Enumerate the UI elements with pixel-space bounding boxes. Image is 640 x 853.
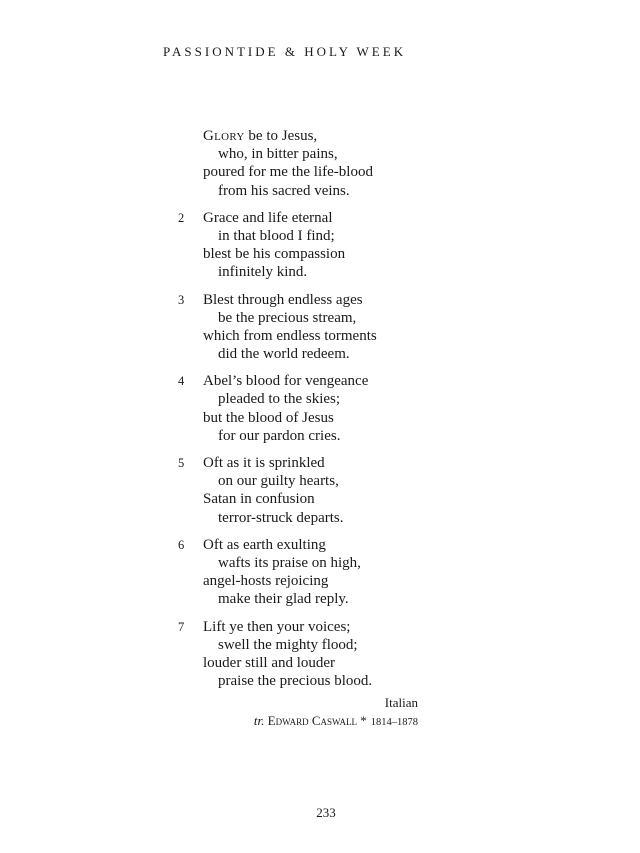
verse-2 (0, 209, 640, 282)
attribution-translator (254, 712, 418, 732)
translator-label: tr. (253, 713, 265, 728)
verse-number: 2 (178, 210, 185, 225)
verse-6 (0, 536, 640, 609)
verse-1 (0, 127, 640, 200)
verse-first-word: Glory (203, 128, 245, 144)
verse-line: from his sacred veins. (218, 182, 350, 199)
verse-line: Blest through endless ages (203, 291, 363, 308)
verse-line: who, in bitter pains, (218, 146, 338, 163)
verse-line: Lift ye then your voices; (203, 618, 351, 635)
verse-line: make their glad reply. (218, 591, 349, 608)
verse-line: did the world redeem. (218, 346, 350, 363)
verse-number: 6 (178, 537, 185, 552)
verse-4 (0, 372, 640, 445)
verse-number: 7 (178, 619, 185, 634)
verse-number: 3 (178, 292, 185, 307)
verse-5 (0, 454, 640, 527)
verse-line: infinitely kind. (218, 264, 308, 281)
verse-line: pleaded to the skies; (218, 391, 341, 408)
verse-line: Oft as it is sprinkled (203, 455, 325, 471)
verse-number: 5 (178, 456, 185, 470)
alteration-marker: * (360, 713, 367, 728)
verse-line: which from endless torments (203, 327, 377, 344)
verse-line: in that blood I find; (218, 227, 335, 244)
verse-3 (0, 291, 640, 364)
verse-7 (0, 618, 640, 691)
verse-line: poured for me the life-blood (203, 164, 373, 181)
verse-line: but the blood of Jesus (203, 409, 334, 426)
verse-line: swell the mighty flood; (218, 636, 358, 653)
verse-line: Satan in confusion (203, 491, 315, 508)
verse-line: Grace and life eternal (203, 209, 333, 226)
verse-line: blest be his compassion (203, 246, 346, 263)
verse-line: terror-struck departs. (218, 509, 344, 526)
verse-line: be the precious stream, (218, 309, 357, 326)
page-number: 233 (316, 805, 336, 820)
verse-line: Abel’s blood for vengeance (203, 373, 369, 390)
verse-line: Oft as earth exulting (203, 536, 326, 553)
hymn-text (0, 127, 640, 699)
verse-line: angel-hosts rejoicing (203, 573, 329, 590)
verse-line: for our pardon cries. (218, 427, 341, 444)
verse-line: louder still and louder (203, 654, 336, 671)
verse-number: 4 (178, 374, 185, 389)
verse-line-text: be to Jesus, (248, 128, 318, 144)
running-head: PASSIONTIDE & HOLY WEEK (163, 44, 407, 59)
verse-line: wafts its praise on high, (218, 554, 361, 571)
translator-dates: 1814–1878 (370, 717, 418, 728)
verse-line: praise the precious blood. (218, 673, 373, 690)
attribution (254, 694, 418, 732)
attribution-source: Italian (384, 695, 418, 710)
verse-line: on our guilty hearts, (218, 473, 339, 490)
translator-name: Edward Caswall (267, 713, 357, 728)
verse-line (0, 127, 640, 145)
